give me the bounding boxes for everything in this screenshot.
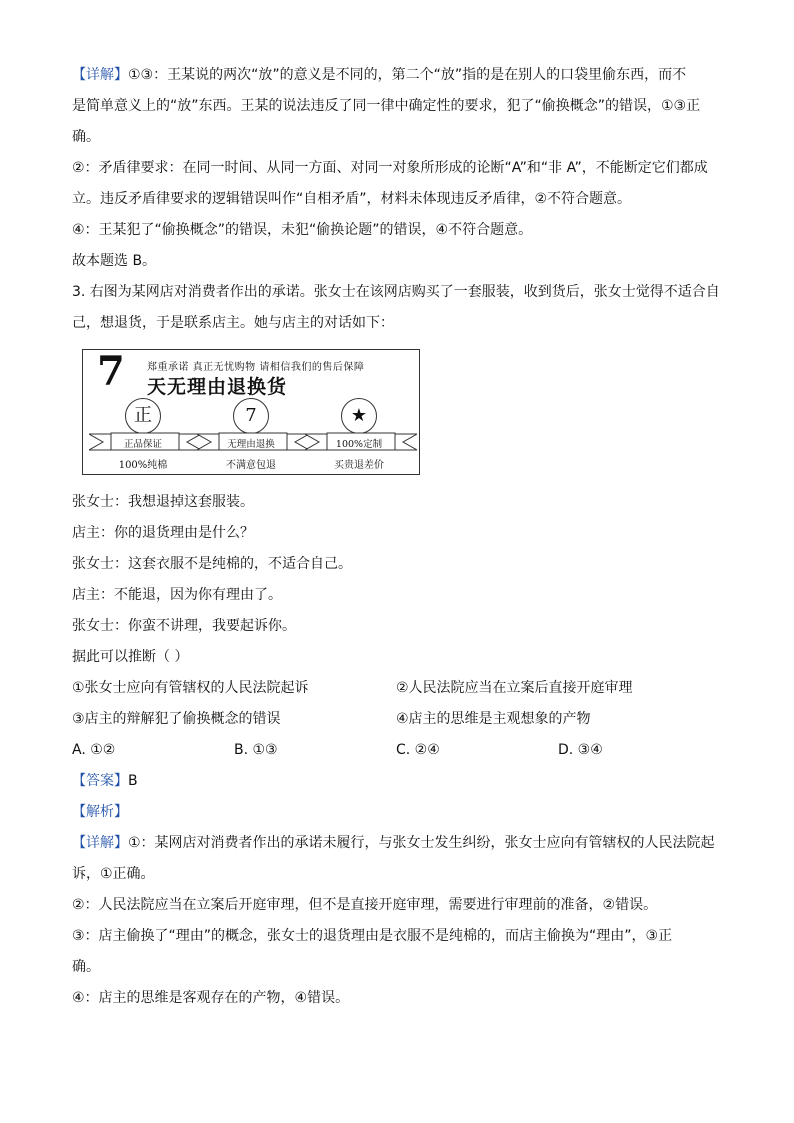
dialogue-line: 张女士：你蛮不讲理，我要起诉你。 bbox=[72, 618, 296, 634]
answer-tag: 【答案】 bbox=[72, 773, 128, 789]
detail-tag: 【详解】 bbox=[72, 67, 128, 83]
dialogue-line: 店主：你的退货理由是什么？ bbox=[72, 525, 254, 541]
document-body bbox=[72, 60, 724, 1014]
badge-ribbon-label: 正品保证 bbox=[123, 439, 162, 450]
seven-icon: 7 bbox=[233, 398, 269, 434]
badge-caption: 100%纯棉 bbox=[118, 460, 168, 471]
paragraph: 故本题选 B。 bbox=[72, 253, 157, 269]
badge-ribbon-label: 无理由退换 bbox=[227, 439, 275, 450]
paragraph: 是简单意义上的“放”东西。王某的说法违反了同一律中确定性的要求，犯了“偷换概念”的错误，①③正 bbox=[72, 98, 701, 114]
paragraph: ②：人民法院应当在立案后开庭审理，但不是直接开庭审理，需要进行审理前的准备，②错误。 bbox=[72, 897, 658, 913]
banner-headline: 天无理由退换货 bbox=[147, 376, 288, 398]
options-row bbox=[72, 704, 724, 735]
choice-a: A. ①② bbox=[72, 742, 116, 758]
paragraph: 确。 bbox=[72, 959, 100, 975]
paragraph bbox=[72, 828, 724, 859]
paragraph: ④：店主的思维是客观存在的产物，④错误。 bbox=[72, 990, 350, 1006]
answer-value: B bbox=[128, 773, 138, 789]
text: ①③：王某说的两次“放”的意义是不同的，第二个“放”指的是在别人的口袋里偷东西，而不 bbox=[128, 67, 687, 83]
paragraph: 确。 bbox=[72, 129, 100, 145]
analysis-tag: 【解析】 bbox=[72, 804, 128, 820]
option-item: ②人民法院应当在立案后直接开庭审理 bbox=[396, 680, 633, 696]
question-stem: 己，想退货，于是联系店主。她与店主的对话如下： bbox=[72, 315, 394, 331]
paragraph: ④：王某犯了“偷换概念”的错误，未犯“偷换论题”的错误，④不符合题意。 bbox=[72, 222, 533, 238]
text: ①：某网店对消费者作出的承诺未履行，与张女士发生纠纷，张女士应向有管辖权的人民法院起 bbox=[128, 835, 715, 851]
option-item: ①张女士应向有管辖权的人民法院起诉 bbox=[72, 680, 309, 696]
dialogue-line: 店主：不能退，因为你有理由了。 bbox=[72, 587, 282, 603]
paragraph: ③：店主偷换了“理由”的概念，张女士的退货理由是衣服不是纯棉的，而店主偷换为“理由”，③正 bbox=[72, 928, 673, 944]
paragraph: 立。违反矛盾律要求的逻辑错误叫作“自相矛盾”，材料未体现违反矛盾律，②不符合题意。 bbox=[72, 191, 632, 207]
choice-b: B. ①③ bbox=[234, 742, 278, 758]
badge-return bbox=[197, 398, 309, 472]
badge-custom bbox=[305, 398, 417, 472]
promise-banner bbox=[82, 349, 420, 475]
dialogue-line: 张女士：这套衣服不是纯棉的，不适合自己。 bbox=[72, 556, 352, 572]
banner-big-number: 7 bbox=[97, 348, 125, 395]
banner-slogan: 郑重承诺 真正无忧购物 请相信我们的售后保障 bbox=[147, 362, 365, 373]
dialogue-line: 张女士：我想退掉这套服装。 bbox=[72, 494, 254, 510]
question-prompt: 据此可以推断（ ） bbox=[72, 649, 189, 665]
choices-row bbox=[72, 735, 724, 766]
star-icon: ★ bbox=[341, 398, 377, 434]
answer-line bbox=[72, 766, 724, 797]
question-stem: 3. 右图为某网店对消费者作出的承诺。张女士在该网店购买了一套服装，收到货后，张女士觉得不适合自 bbox=[72, 284, 720, 300]
paragraph: ②：矛盾律要求：在同一时间、从同一方面、对同一对象所形成的论断“A”和“非 A”，不能断定它们都成 bbox=[72, 160, 708, 176]
options-row bbox=[72, 673, 724, 704]
badge-caption: 买贵退差价 bbox=[334, 460, 384, 471]
genuine-icon: 正 bbox=[125, 398, 161, 434]
option-item: ④店主的思维是主观想象的产物 bbox=[396, 711, 591, 727]
choice-d: D. ③④ bbox=[558, 742, 603, 758]
paragraph: 诉，①正确。 bbox=[72, 866, 155, 882]
badge-caption: 不满意包退 bbox=[226, 460, 276, 471]
badge-genuine bbox=[89, 398, 201, 472]
detail-tag: 【详解】 bbox=[72, 835, 128, 851]
badge-ribbon-label: 100%定制 bbox=[335, 439, 383, 450]
option-item: ③店主的辩解犯了偷换概念的错误 bbox=[72, 711, 281, 727]
analysis-line bbox=[72, 797, 724, 828]
choice-c: C. ②④ bbox=[396, 742, 440, 758]
paragraph bbox=[72, 60, 724, 91]
